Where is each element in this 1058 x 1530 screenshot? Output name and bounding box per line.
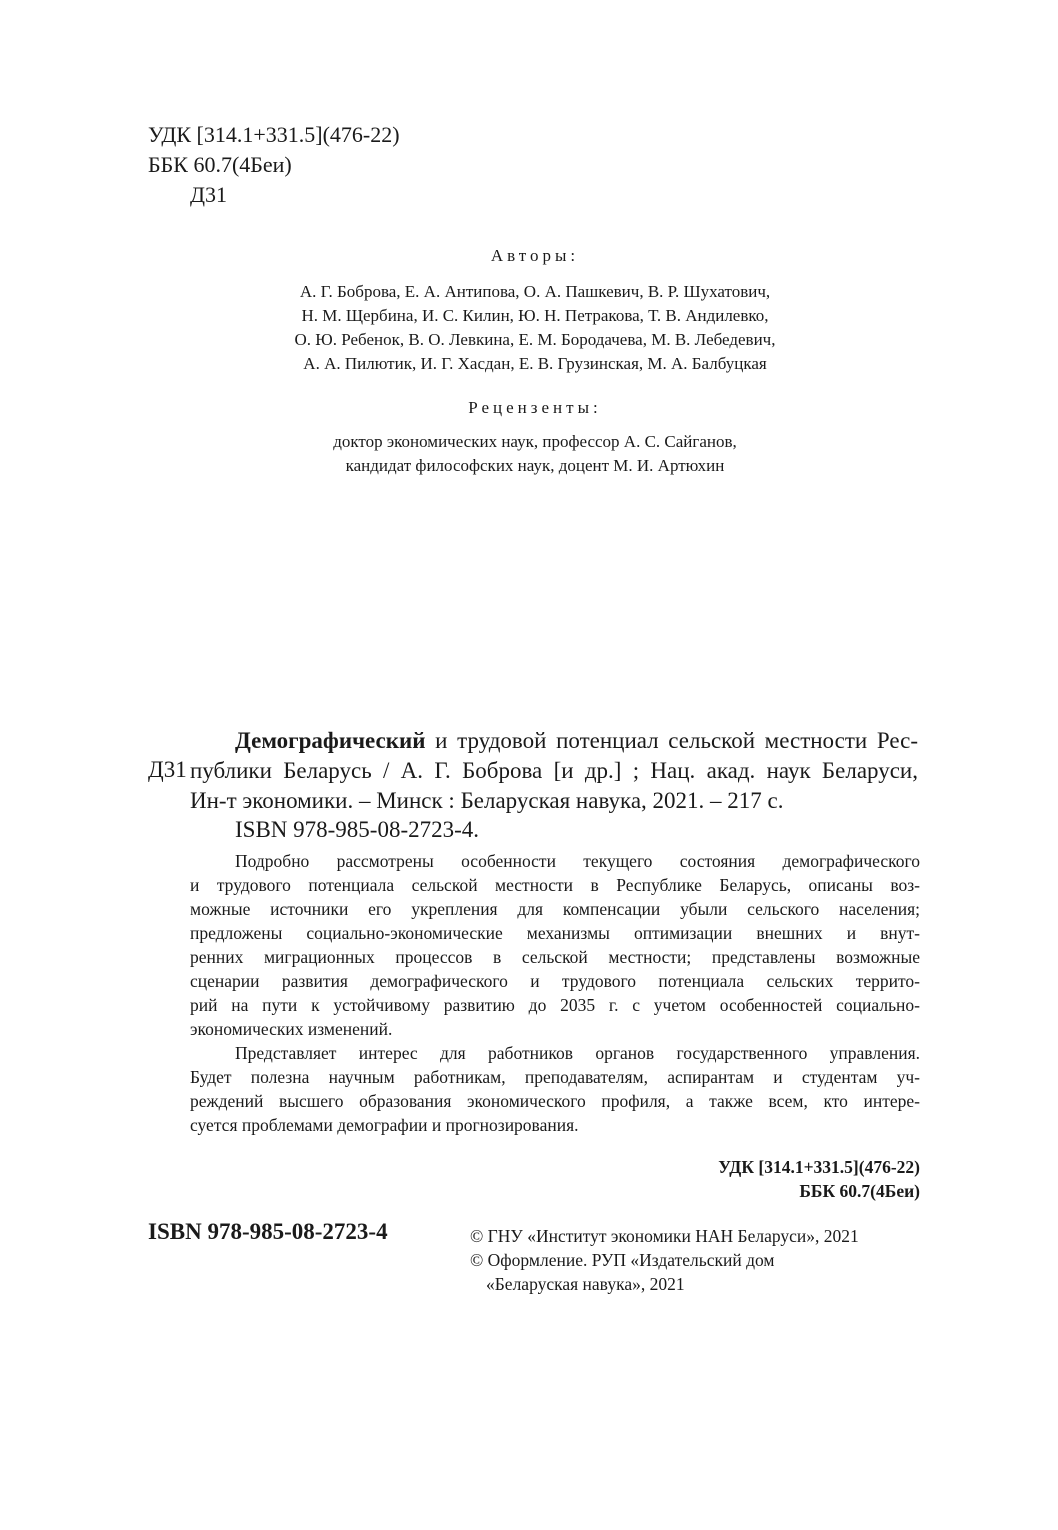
- authors-line: Н. М. Щербина, И. С. Килин, Ю. Н. Петракова, Т. В. Андилевко,: [301, 306, 769, 325]
- top-codes: [148, 120, 400, 210]
- annotation-line: сценарии развития демографического и трудового потенциала сельских террито-: [190, 971, 920, 991]
- reviewers-list: [230, 430, 840, 478]
- bbk-code: ББК 60.7(4Беи): [148, 152, 292, 177]
- catalog-mark: Д31: [148, 757, 187, 782]
- annotation-line: Представляет интерес для работников органов государственного управления.: [235, 1043, 920, 1063]
- annotation-line: реждений высшего образования экономического профиля, а также всем, кто интере-: [190, 1091, 920, 1111]
- authors-line: А. Г. Боброва, Е. А. Антипова, О. А. Пашкевич, В. Р. Шухатович,: [299, 282, 771, 301]
- authors-line: О. Ю. Ребенок, В. О. Левкина, Е. М. Бородачева, М. В. Лебедевич,: [294, 330, 776, 349]
- bottom-bbk-code: ББК 60.7(4Беи): [799, 1181, 920, 1201]
- bottom-udk-code: УДК [314.1+331.5](476-22): [718, 1157, 920, 1177]
- reviewers-heading: Рецензенты:: [468, 398, 602, 417]
- reviewer-line: кандидат философских наук, доцент М. И. Артюхин: [345, 456, 725, 475]
- annotation-line: можные источники его укрепления для компенсации убыли сельского населения;: [190, 899, 920, 919]
- copyright-line: © Оформление. РУП «Издательский дом: [470, 1250, 775, 1270]
- authors-line: А. А. Пилютик, И. Г. Хасдан, Е. В. Грузинская, М. А. Балбуцкая: [303, 354, 767, 373]
- authors-heading: Авторы:: [490, 246, 580, 265]
- authors-list: [230, 280, 840, 376]
- catalog-line-2: публики Беларусь / А. Г. Боброва [и др.] ; Нац. акад. наук Беларуси,: [190, 758, 918, 783]
- catalog-isbn: ISBN 978-985-08-2723-4.: [235, 817, 480, 842]
- catalog-line-1: [235, 728, 918, 754]
- annotation-line: ренних миграционных процессов в сельской местности; представлены возможные: [190, 947, 920, 967]
- annotation-line: Будет полезна научным работникам, преподавателям, аспирантам и студентам уч-: [190, 1067, 920, 1087]
- copyright-line: © ГНУ «Институт экономики НАН Беларуси», 2021: [470, 1226, 859, 1246]
- annotation-line: и трудового потенциала сельской местности в Республике Беларусь, описаны воз-: [190, 875, 920, 895]
- bottom-codes: [718, 1155, 920, 1203]
- catalog-title-bold: Демографический: [235, 728, 426, 753]
- annotation-line: экономических изменений.: [190, 1019, 393, 1039]
- reviewer-line: доктор экономических наук, профессор А. С. Сайганов,: [333, 432, 737, 451]
- annotation-line: рий на пути к устойчивому развитию до 2035 г. с учетом особенностей социально-: [190, 995, 920, 1015]
- annotation-line: Подробно рассмотрены особенности текущего состояния демографического: [235, 851, 920, 871]
- isbn-bottom: ISBN 978-985-08-2723-4: [148, 1219, 388, 1244]
- catalog-line-3: Ин-т экономики. – Минск : Беларуская навука, 2021. – 217 с.: [190, 788, 784, 813]
- udk-code: УДК [314.1+331.5](476-22): [148, 122, 400, 147]
- catalog-title-rest: и трудовой потенциал сельской местности Рес-: [425, 728, 918, 753]
- author-mark: Д31: [190, 182, 228, 207]
- annotation-line: суется проблемами демографии и прогнозирования.: [190, 1115, 579, 1135]
- annotation-line: предложены социально-экономические механизмы оптимизации внешних и внут-: [190, 923, 920, 943]
- copyright-line: «Беларуская навука», 2021: [486, 1274, 685, 1294]
- copyright-block: [470, 1224, 859, 1296]
